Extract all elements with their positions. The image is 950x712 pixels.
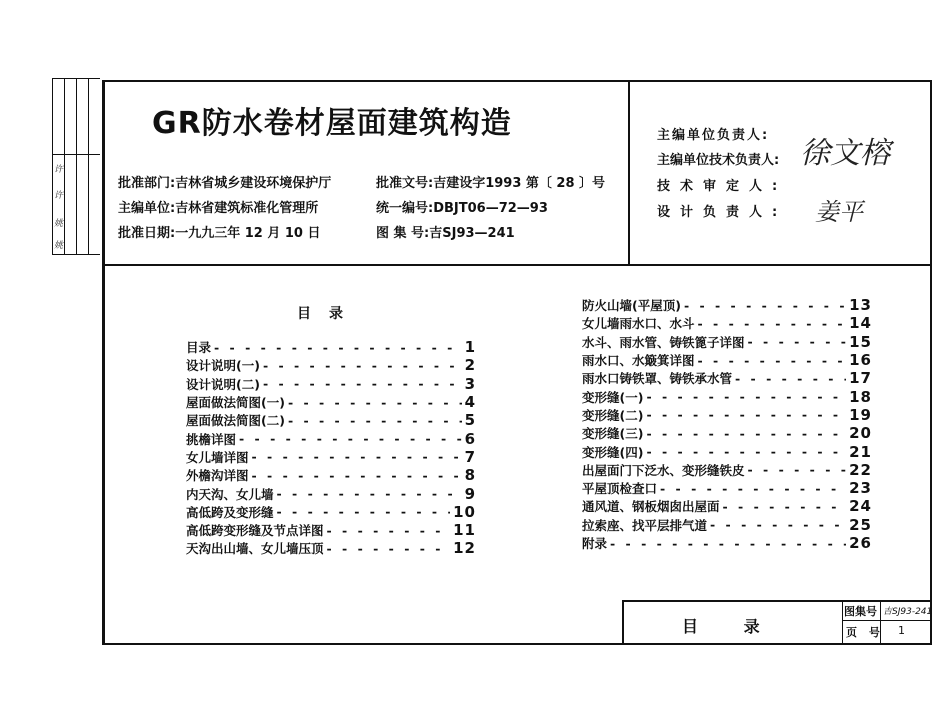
toc-entry-title: 出屋面门下泛水、变形缝铁皮 [582, 462, 745, 478]
toc-entry-page: 22 [849, 460, 872, 479]
page-label: 页 号 [846, 626, 884, 639]
toc-entry-page: 5 [464, 411, 476, 430]
strip-mark-3: 姚 [54, 219, 64, 229]
toc-entry-title: 通风道、钢板烟囱出屋面 [582, 499, 720, 515]
toc-entry-page: 4 [464, 393, 476, 412]
toc-entry-page: 11 [453, 521, 476, 540]
toc-leader-dashes [252, 468, 462, 483]
doc-number: 批准文号:吉建设字1993 第〔 28 〕号 [376, 176, 606, 191]
toc-entry-title: 变形缝(二) [582, 407, 644, 423]
toc-leader-dashes [684, 298, 846, 313]
toc-leader-dashes [263, 376, 462, 391]
toc-leader-dashes [748, 462, 847, 477]
page-title: GR防水卷材屋面建筑构造 [152, 106, 512, 141]
toc-entry-title: 设计说明(一) [186, 358, 260, 374]
toc-entry-title: 屋面做法简图(二) [186, 413, 285, 429]
toc-entry-page: 8 [464, 466, 476, 485]
toc-entry-title: 变形缝(一) [582, 389, 644, 405]
toc-leader-dashes [646, 444, 846, 459]
toc-entry-page: 19 [849, 405, 872, 424]
toc-entry [582, 534, 872, 552]
signature-1: 徐文榕 [800, 136, 890, 171]
toc-entry-title: 水斗、雨水管、铸铁篦子详图 [582, 334, 745, 350]
toc-entry-title: 目录 [186, 340, 212, 356]
toc-entry-page: 21 [849, 442, 872, 461]
toc-entry [186, 503, 476, 521]
toc-entry-title: 内天沟、女儿墙 [186, 486, 274, 502]
page-value: 1 [898, 624, 905, 637]
toc-entry-page: 3 [464, 374, 476, 393]
toc-entry [582, 461, 872, 479]
toc-entry-title: 设计说明(二) [186, 376, 260, 392]
toc-leader-dashes [698, 353, 847, 368]
toc-leader-dashes [277, 504, 451, 519]
toc-leader-dashes [252, 449, 462, 464]
toc-entry-title: 变形缝(三) [582, 426, 644, 442]
toc-leader-dashes [735, 371, 846, 386]
toc-entry-title: 平屋顶检查口 [582, 481, 658, 497]
toc-entry-title: 附录 [582, 536, 608, 551]
toc-leader-dashes [327, 523, 451, 538]
toc-entry-title: 雨水口铸铁罩、铸铁承水管 [582, 371, 733, 387]
atlas-number: 图 集 号:吉SJ93—241 [376, 226, 515, 241]
toc-entry [582, 497, 872, 515]
toc-entry [582, 333, 872, 351]
toc-leader-dashes [710, 517, 846, 532]
toc-entry-title: 高低跨及变形缝 [186, 504, 274, 520]
toc-entry-title: 高低跨变形缝及节点详图 [186, 523, 324, 539]
toc-entry [582, 314, 872, 332]
toc-entry [582, 369, 872, 387]
tech-review-label: 技术审定人: [657, 179, 788, 194]
toc-leader-dashes [239, 431, 462, 446]
toc-entry [582, 479, 872, 497]
toc-entry [582, 406, 872, 424]
signature-2: 姜平 [815, 198, 863, 226]
toc-entry-title: 女儿墙详图 [186, 449, 249, 465]
toc-entry-page: 10 [453, 502, 476, 521]
toc-entry-page: 25 [849, 515, 872, 534]
toc-entry-title: 女儿墙雨水口、水斗 [582, 316, 695, 332]
toc-entry [582, 424, 872, 442]
toc-leader-dashes [660, 481, 846, 496]
toc-leader-dashes [214, 340, 462, 355]
toc-heading: 目录 [297, 306, 361, 322]
toc-entry [582, 516, 872, 534]
toc-leader-dashes [288, 395, 462, 410]
toc-leader-dashes [277, 486, 462, 501]
toc-leader-dashes [610, 536, 846, 551]
toc-entry-page: 15 [849, 332, 872, 351]
toc-entry-title: 变形缝(四) [582, 444, 644, 460]
binding-strip [52, 78, 100, 254]
toc-entry [582, 296, 872, 314]
title-block [622, 600, 932, 645]
toc-entry-page: 9 [464, 484, 476, 503]
toc-entry-page: 12 [453, 539, 476, 558]
toc-entry-page: 14 [849, 314, 872, 333]
toc-entry [582, 351, 872, 369]
toc-entry [186, 338, 476, 356]
toc-leader-dashes [723, 499, 847, 514]
chief-unit-head-label: 主编单位负责人: [657, 128, 770, 143]
toc-entry-page: 16 [849, 351, 872, 370]
editor-unit: 主编单位:吉林省建筑标准化管理所 [118, 201, 319, 216]
toc-entry-page: 1 [464, 338, 476, 357]
toc-leader-dashes [263, 358, 462, 373]
title-block-name: 目 录 [682, 617, 780, 636]
toc-entry-page: 18 [849, 387, 872, 406]
toc-entry-title: 雨水口、水簸箕详图 [582, 353, 695, 369]
toc-entry-page: 2 [464, 356, 476, 375]
atlas-label: 图集号 [844, 605, 877, 618]
toc-right-column [582, 296, 872, 552]
toc-leader-dashes [288, 413, 462, 428]
toc-entry [186, 448, 476, 466]
toc-entry [582, 442, 872, 460]
unified-number: 统一编号:DBJT06—72—93 [376, 201, 548, 216]
chief-tech-head-label: 主编单位技术负责人: [657, 153, 780, 168]
toc-left-column [186, 338, 476, 558]
toc-entry [186, 466, 476, 484]
toc-entry-title: 外檐沟详图 [186, 468, 249, 484]
toc-entry-page: 24 [849, 497, 872, 516]
toc-entry [186, 429, 476, 447]
toc-entry [186, 521, 476, 539]
strip-mark-1: 许 [54, 165, 64, 175]
header-vertical-divider [628, 80, 630, 264]
toc-entry-page: 20 [849, 424, 872, 443]
toc-entry [186, 539, 476, 557]
toc-leader-dashes [698, 316, 847, 331]
toc-entry [582, 387, 872, 405]
approval-dept: 批准部门:吉林省城乡建设环境保护厅 [118, 176, 332, 191]
strip-mark-4: 姚 [54, 241, 64, 251]
toc-entry [186, 393, 476, 411]
toc-leader-dashes [748, 334, 847, 349]
header-divider [102, 264, 932, 266]
toc-entry-page: 26 [849, 534, 872, 552]
toc-entry-page: 7 [464, 447, 476, 466]
design-head-label: 设计负责人: [657, 205, 788, 220]
toc-entry [186, 484, 476, 502]
toc-leader-dashes [646, 407, 846, 422]
toc-entry-title: 防火山墙(平屋顶) [582, 298, 681, 314]
toc-entry-page: 17 [849, 369, 872, 388]
toc-entry-title: 天沟出山墙、女儿墙压顶 [186, 541, 324, 557]
atlas-value: 吉SJ93-241 [883, 607, 933, 617]
toc-entry [186, 375, 476, 393]
toc-entry-title: 挑檐详图 [186, 431, 237, 447]
toc-entry [186, 356, 476, 374]
toc-entry [186, 411, 476, 429]
toc-leader-dashes [646, 426, 846, 441]
toc-entry-title: 拉索座、找平层排气道 [582, 517, 708, 533]
approval-date: 批准日期:一九九三年 12 月 10 日 [118, 226, 321, 241]
toc-leader-dashes [646, 389, 846, 404]
strip-mark-2: 许 [54, 191, 64, 201]
toc-leader-dashes [327, 541, 451, 556]
toc-entry-page: 6 [464, 429, 476, 448]
toc-entry-title: 屋面做法简图(一) [186, 395, 285, 411]
toc-entry-page: 23 [849, 479, 872, 498]
toc-entry-page: 13 [849, 296, 872, 315]
